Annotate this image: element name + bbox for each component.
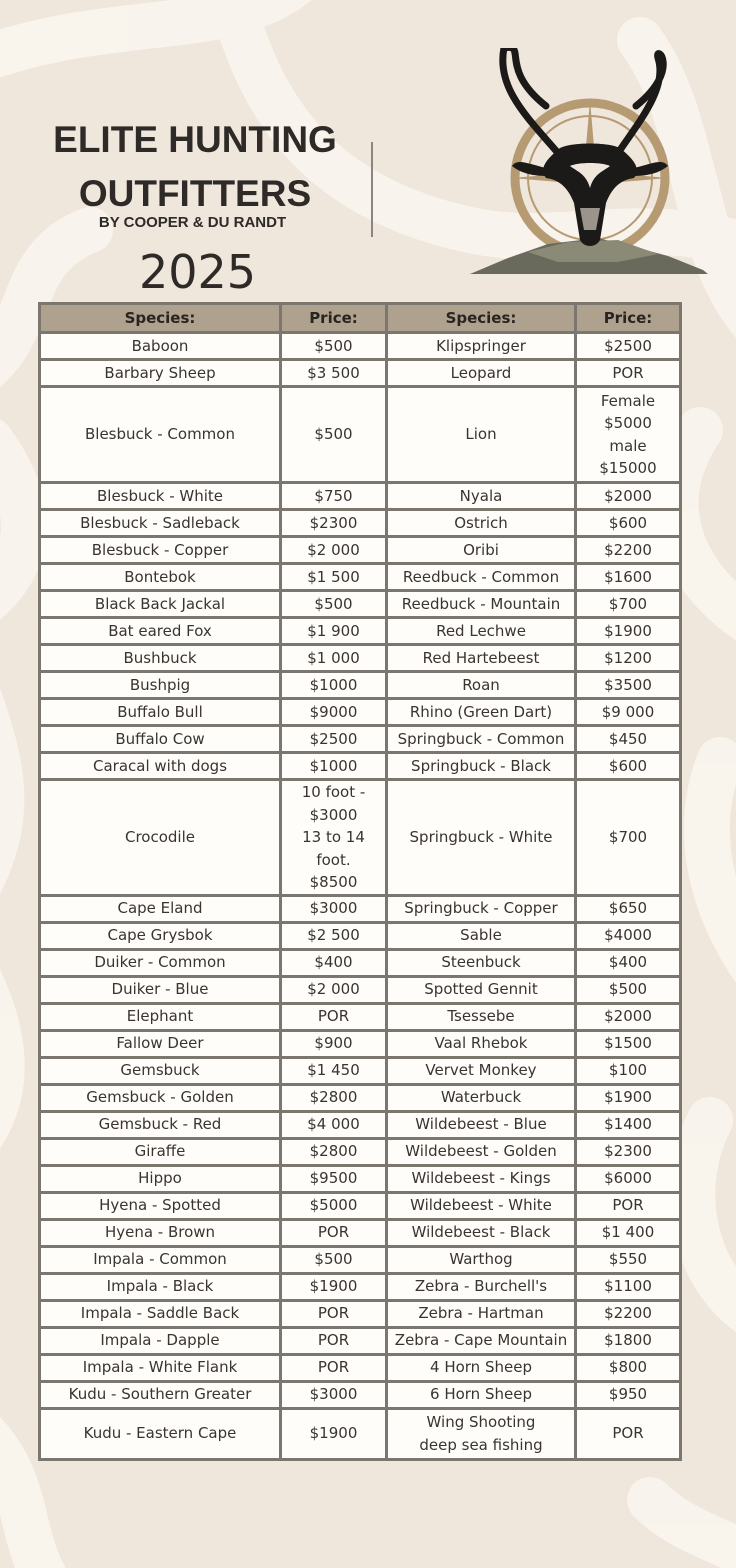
species-right-cell: Wildebeest - Black [387,1219,576,1246]
price-left-cell: $3000 [281,895,387,922]
price-left-cell: $1 000 [281,645,387,672]
price-left-cell: $2 500 [281,922,387,949]
price-left-cell: POR [281,1327,387,1354]
price-left-cell: $5000 [281,1192,387,1219]
price-left-cell: $1000 [281,672,387,699]
price-right-cell: $2000 [576,1003,681,1030]
price-table [38,302,682,1461]
price-left-cell: $2300 [281,510,387,537]
species-right-cell: Wing Shooting deep sea fishing [387,1408,576,1459]
price-right-cell: $950 [576,1381,681,1408]
header-divider [371,142,373,237]
species-left-cell: Impala - Common [40,1246,281,1273]
species-right-cell: Roan [387,672,576,699]
species-left-cell: Cape Grysbok [40,922,281,949]
price-list-year: 2025 [138,245,257,299]
price-right-cell: $600 [576,753,681,780]
table-row [40,1300,681,1327]
price-left-cell: $1000 [281,753,387,780]
price-right-cell: $800 [576,1354,681,1381]
price-left-cell: $750 [281,483,387,510]
table-row [40,1381,681,1408]
species-left-cell: Giraffe [40,1138,281,1165]
species-left-cell: Duiker - Blue [40,976,281,1003]
price-left-cell: $1900 [281,1273,387,1300]
species-left-cell: Blesbuck - Sadleback [40,510,281,537]
table-row [40,895,681,922]
table-row [40,333,681,360]
species-right-cell: 6 Horn Sheep [387,1381,576,1408]
price-right-cell: $700 [576,591,681,618]
price-right-cell: $1800 [576,1327,681,1354]
species-right-cell: Nyala [387,483,576,510]
species-left-cell: Blesbuck - Copper [40,537,281,564]
brand-subtitle: BY COOPER & DU RANDT [98,214,287,231]
price-right-cell: POR [576,360,681,387]
species-left-cell: Blesbuck - White [40,483,281,510]
species-right-cell: Zebra - Cape Mountain [387,1327,576,1354]
price-left-cell: $3000 [281,1381,387,1408]
column-header-species-right: Species: [387,304,576,333]
species-left-cell: Crocodile [40,780,281,896]
species-right-cell: Wildebeest - Blue [387,1111,576,1138]
species-right-cell: Tsessebe [387,1003,576,1030]
table-row [40,1219,681,1246]
species-right-cell: Wildebeest - Kings [387,1165,576,1192]
price-left-cell: $1 500 [281,564,387,591]
species-right-cell: Wildebeest - White [387,1192,576,1219]
species-left-cell: Hyena - Brown [40,1219,281,1246]
price-left-cell: $900 [281,1030,387,1057]
price-left-cell: $500 [281,591,387,618]
species-right-cell: Springbuck - Black [387,753,576,780]
table-row [40,1030,681,1057]
table-row [40,510,681,537]
species-left-cell: Barbary Sheep [40,360,281,387]
price-right-cell: $1 400 [576,1219,681,1246]
table-row [40,483,681,510]
species-left-cell: Gemsbuck - Golden [40,1084,281,1111]
price-left-cell: $500 [281,387,387,483]
species-right-cell: Springbuck - White [387,780,576,896]
price-left-cell: $2 000 [281,537,387,564]
price-right-cell: $1400 [576,1111,681,1138]
species-right-cell: Reedbuck - Common [387,564,576,591]
price-right-cell: $1600 [576,564,681,591]
table-row [40,564,681,591]
price-right-cell: $700 [576,780,681,896]
price-right-cell: $1100 [576,1273,681,1300]
price-left-cell: $500 [281,1246,387,1273]
species-left-cell: Impala - Saddle Back [40,1300,281,1327]
price-right-cell: $2500 [576,333,681,360]
table-row [40,922,681,949]
species-left-cell: Bontebok [40,564,281,591]
price-left-cell: $2800 [281,1084,387,1111]
table-row [40,537,681,564]
species-right-cell: Springbuck - Common [387,726,576,753]
price-right-cell: $600 [576,510,681,537]
table-row [40,699,681,726]
brand-title-line2: OUTFITTERS [78,173,312,214]
price-right-cell: Female $5000 male $15000 [576,387,681,483]
column-header-price-left: Price: [281,304,387,333]
species-right-cell: Sable [387,922,576,949]
species-right-cell: Vaal Rhebok [387,1030,576,1057]
species-left-cell: Blesbuck - Common [40,387,281,483]
species-left-cell: Black Back Jackal [40,591,281,618]
species-left-cell: Gemsbuck [40,1057,281,1084]
species-left-cell: Elephant [40,1003,281,1030]
table-row [40,672,681,699]
species-left-cell: Kudu - Eastern Cape [40,1408,281,1459]
brand-title-line1: ELITE HUNTING [53,119,337,160]
species-right-cell: Warthog [387,1246,576,1273]
price-right-cell: $3500 [576,672,681,699]
price-left-cell: POR [281,1219,387,1246]
species-left-cell: Bushpig [40,672,281,699]
table-row [40,1408,681,1459]
price-left-cell: $1 450 [281,1057,387,1084]
price-right-cell: $9 000 [576,699,681,726]
price-right-cell: $1900 [576,1084,681,1111]
species-right-cell: 4 Horn Sheep [387,1354,576,1381]
species-right-cell: Red Hartebeest [387,645,576,672]
price-right-cell: $1200 [576,645,681,672]
price-right-cell: POR [576,1192,681,1219]
species-right-cell: Ostrich [387,510,576,537]
price-right-cell: $2300 [576,1138,681,1165]
price-right-cell: $550 [576,1246,681,1273]
table-row [40,591,681,618]
table-row [40,753,681,780]
species-right-cell: Zebra - Burchell's [387,1273,576,1300]
species-left-cell: Fallow Deer [40,1030,281,1057]
species-right-cell: Zebra - Hartman [387,1300,576,1327]
species-left-cell: Bushbuck [40,645,281,672]
species-left-cell: Gemsbuck - Red [40,1111,281,1138]
table-row [40,360,681,387]
species-left-cell: Cape Eland [40,895,281,922]
header [0,0,736,300]
table-row [40,618,681,645]
price-right-cell: $650 [576,895,681,922]
price-right-cell: $400 [576,949,681,976]
species-left-cell: Impala - White Flank [40,1354,281,1381]
price-left-cell: $1900 [281,1408,387,1459]
price-right-cell: $450 [576,726,681,753]
price-left-cell: POR [281,1003,387,1030]
price-left-cell: $4 000 [281,1111,387,1138]
price-right-cell: $2200 [576,537,681,564]
table-row [40,1273,681,1300]
species-left-cell: Impala - Black [40,1273,281,1300]
price-left-cell: POR [281,1354,387,1381]
table-row [40,1327,681,1354]
table-row [40,1084,681,1111]
table-row [40,1354,681,1381]
species-right-cell: Waterbuck [387,1084,576,1111]
price-left-cell: $500 [281,333,387,360]
price-right-cell: $100 [576,1057,681,1084]
species-left-cell: Impala - Dapple [40,1327,281,1354]
price-right-cell: $1900 [576,618,681,645]
price-left-cell: $2800 [281,1138,387,1165]
table-row [40,780,681,896]
column-header-species-left: Species: [40,304,281,333]
species-left-cell: Hippo [40,1165,281,1192]
price-right-cell: $500 [576,976,681,1003]
species-right-cell: Klipspringer [387,333,576,360]
price-right-cell: POR [576,1408,681,1459]
species-right-cell: Wildebeest - Golden [387,1138,576,1165]
species-right-cell: Leopard [387,360,576,387]
price-right-cell: $2000 [576,483,681,510]
price-left-cell: $1 900 [281,618,387,645]
price-left-cell: $3 500 [281,360,387,387]
price-left-cell: $2500 [281,726,387,753]
species-right-cell: Springbuck - Copper [387,895,576,922]
price-right-cell: $1500 [576,1030,681,1057]
table-row [40,976,681,1003]
table-row [40,1057,681,1084]
species-left-cell: Kudu - Southern Greater [40,1381,281,1408]
species-right-cell: Red Lechwe [387,618,576,645]
price-right-cell: $2200 [576,1300,681,1327]
price-left-cell: 10 foot - $3000 13 to 14 foot. $8500 [281,780,387,896]
species-right-cell: Oribi [387,537,576,564]
table-row [40,1246,681,1273]
species-right-cell: Steenbuck [387,949,576,976]
species-right-cell: Reedbuck - Mountain [387,591,576,618]
price-left-cell: $9500 [281,1165,387,1192]
kudu-logo-icon [468,48,713,283]
price-rows [40,333,681,1460]
species-right-cell: Spotted Gennit [387,976,576,1003]
price-right-cell: $4000 [576,922,681,949]
table-row [40,1165,681,1192]
table-row [40,949,681,976]
species-left-cell: Buffalo Cow [40,726,281,753]
species-left-cell: Hyena - Spotted [40,1192,281,1219]
price-left-cell: $400 [281,949,387,976]
species-left-cell: Bat eared Fox [40,618,281,645]
species-left-cell: Baboon [40,333,281,360]
table-row [40,1111,681,1138]
table-row [40,387,681,483]
price-left-cell: $9000 [281,699,387,726]
table-row [40,726,681,753]
species-right-cell: Vervet Monkey [387,1057,576,1084]
table-row [40,1192,681,1219]
species-left-cell: Caracal with dogs [40,753,281,780]
table-header-row [40,304,681,333]
price-left-cell: $2 000 [281,976,387,1003]
species-right-cell: Rhino (Green Dart) [387,699,576,726]
table-row [40,1138,681,1165]
column-header-price-right: Price: [576,304,681,333]
species-left-cell: Duiker - Common [40,949,281,976]
table-row [40,1003,681,1030]
price-right-cell: $6000 [576,1165,681,1192]
species-left-cell: Buffalo Bull [40,699,281,726]
species-right-cell: Lion [387,387,576,483]
table-row [40,645,681,672]
price-left-cell: POR [281,1300,387,1327]
